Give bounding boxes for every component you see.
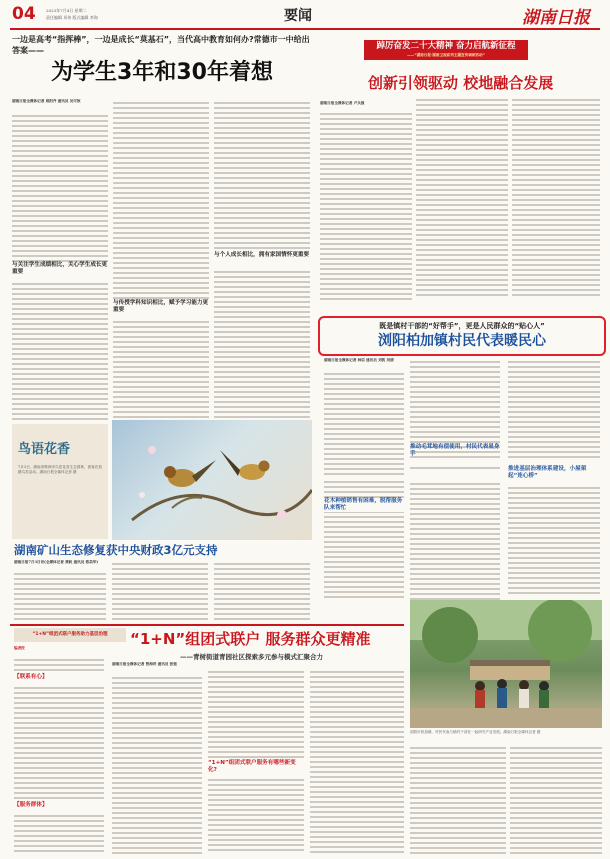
paper-logo: 湖南日报 (522, 8, 590, 28)
highlight-box (318, 316, 606, 356)
photo-box (12, 424, 108, 539)
side-label: “1+N”组团式联户服务助力基层治理 (32, 632, 108, 637)
village-scene (410, 600, 602, 728)
date-line: 2023年7月4日 星期二 (46, 8, 87, 13)
highlight-byline: 湖南日报全媒体记者 林信 通讯员 刘凯 刘倩 (324, 358, 394, 362)
highlight-headline: 浏阳柏加镇村民代表暖民心 (378, 333, 546, 349)
bottom-subhead-3: “1+N”组团式联户服务有哪些新变化? (208, 760, 296, 773)
innovation-col-1 (320, 110, 412, 310)
bottom-divider (10, 624, 404, 626)
bird-illustration (112, 420, 312, 540)
highlight-subhead-3: 推进基层治理体系建设，小屋架起“连心桥” (508, 466, 587, 479)
lead-col-3b (214, 268, 310, 418)
lead-kicker: 一边是高考“指挥棒”，一边是成长“莫基石”，当代高中教育如何办?常德市一中给出答案—— (12, 35, 310, 55)
banner-title: 踔厉奋发二十大精神 奋力启航新征程 (376, 41, 516, 51)
innovation-col-3 (512, 96, 600, 301)
lead-col-3 (214, 99, 310, 249)
bottom-subhead-1: 【联系有心】 (14, 674, 48, 680)
bottom-col-3 (208, 668, 304, 758)
bottom-col-1c (14, 812, 104, 854)
highlight-col-1b (324, 478, 404, 598)
innovation-byline: 湖南日报全媒体记者 卢头强 (320, 101, 365, 105)
bottom-subtitle: ——青树街道青园社区探索多元参与模式汇聚合力 (180, 653, 323, 661)
highlight-subhead-1: 推动毛茸地有偿使用，村民代表显身手 (410, 444, 500, 457)
mining-col-1 (14, 570, 106, 618)
bird-photo (112, 420, 312, 540)
lead-subhead-3: 与个人成长相比，拥有家国情怀更重要 (214, 252, 310, 258)
highlight-subhead-2: 花木种植销售有困难，脱帮服务队来帮忙 (324, 498, 403, 511)
photo-caption: 7月3日，湖南省株洲市鸟语花香生态园林，游客在拍摄鸟类活动。湖南日报全媒体记者 摄 (18, 465, 102, 475)
lead-subhead-2: 与传授学科知识相比，赋予学习能力更重要 (113, 300, 209, 313)
innovation-col-2 (416, 96, 508, 301)
highlight-col-1 (324, 370, 404, 475)
village-photo (410, 600, 602, 728)
mining-headline: 湖南矿山生态修复获中央财政3亿元支持 (14, 543, 218, 557)
bottom-col-3b (208, 776, 304, 854)
highlight-col-2b (410, 464, 500, 474)
bottom-col-1 (14, 656, 104, 672)
bottom-col-4 (310, 668, 404, 854)
lead-headline: 为学生3年和30年着想 (51, 60, 273, 85)
side-label-box (14, 628, 126, 642)
innovation-headline: 创新引领驱动 校地融合发展 (368, 74, 554, 92)
highlight-col-mid (410, 480, 500, 600)
kicker-label: 编者按 (14, 646, 25, 650)
highlight-kicker: 既是镇村干部的“好帮手”，更是人民群众的“贴心人” (379, 322, 545, 330)
lead-col-2 (113, 99, 209, 299)
highlight-col-3 (508, 358, 600, 463)
highlight-col-3b (508, 484, 600, 594)
village-caption: 浏阳市柏加镇，村民代表与镇村干部在一起研究产业发展。湖南日报全媒体记者 摄 (410, 730, 541, 734)
section-title: 要闻 (284, 8, 312, 24)
lead-byline: 湖南日报全媒体记者 周阳齐 通讯员 吴可欣 (12, 99, 81, 103)
bottom-subhead-2: 【服务群体】 (14, 802, 48, 808)
mining-col-3 (214, 560, 310, 618)
mining-byline: 湖南日报7月3日讯(全媒体记者 黄帆 通讯员 蒋美华) (14, 560, 99, 564)
right-bottom-col (410, 744, 506, 854)
bottom-col-2 (112, 674, 202, 854)
banner-subtitle: ——“湖南日报·湖南卫视系列主题宣传调研活动” (407, 53, 485, 57)
masthead (0, 0, 610, 36)
bottom-col-1b (14, 684, 104, 799)
page-number: 04 (12, 4, 36, 24)
banner (364, 40, 528, 60)
lead-col-1b (12, 280, 108, 420)
lead-subhead-1: 与关注学生成绩相比，关心学生成长更重要 (12, 262, 108, 275)
photo-title: 鸟语花香 (18, 442, 71, 457)
editor-line: 责任编辑 邓伟 版式编辑 李海 (46, 15, 98, 20)
right-bottom-col-2 (510, 744, 602, 854)
lead-col-2b (113, 318, 209, 418)
bottom-headline: “1+N”组团式联户 服务群众更精准 (130, 630, 371, 648)
highlight-col-2 (410, 358, 500, 458)
lead-col-1 (12, 112, 108, 262)
masthead-rule (10, 28, 600, 30)
mining-col-2 (112, 560, 208, 618)
bottom-byline: 湖南日报全媒体记者 曾海洋 通讯员 张弛 (112, 662, 177, 666)
